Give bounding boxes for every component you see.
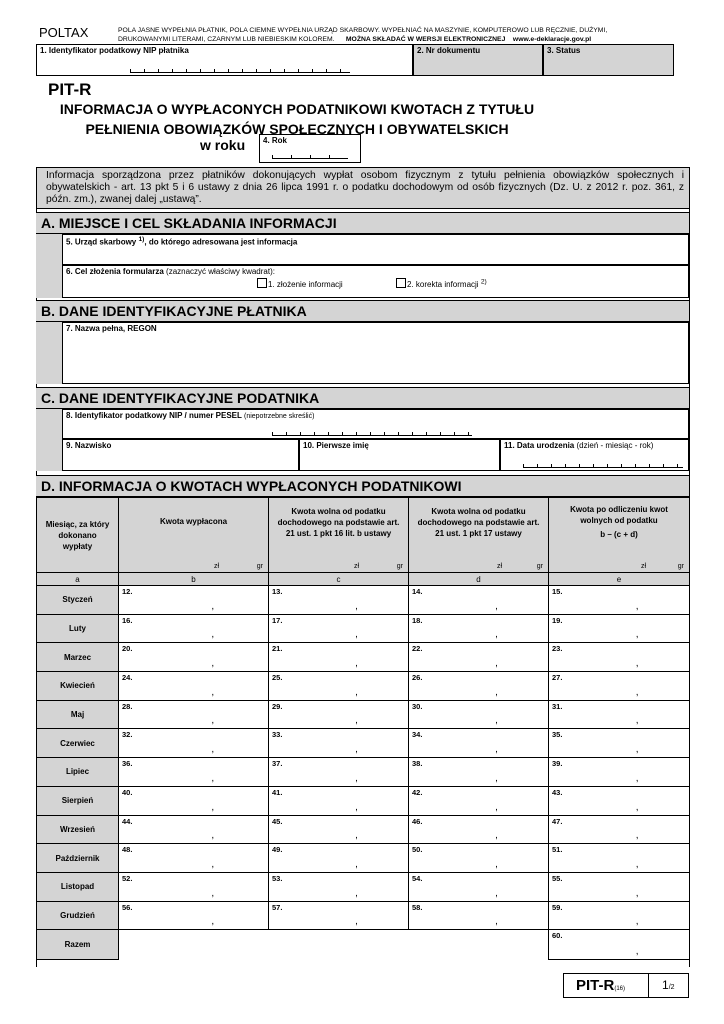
amount-cell[interactable]: 41. , [269,786,409,815]
amount-cell[interactable]: 31. , [549,700,690,729]
intro-text: Informacja sporządzona przez płatników dokonujących wypłat osobom fizycznym z tytułu pełnienia obowiązków społecznych i obywatelskich - art. 13 pkt 5 i 6 ustawy z dnia 26 lipca 1991 r. o podatku dochodowym od osób fizycznych (Dz. U. z 2012 r. poz. 361, z późn. zm.), zwanej dalej „ustawą”. [36,167,689,209]
amount-cell[interactable]: 21. , [269,643,409,672]
header-free16: Kwota wolna od podatku dochodowego na podstawie art. 21 ust. 1 pkt 16 lit. b ustawy zł gr [269,498,409,573]
amount-cell[interactable]: 33. , [269,729,409,758]
year-label: w roku [200,137,246,153]
amount-cell[interactable]: 45. , [269,815,409,844]
amount-cell[interactable]: 49. , [269,844,409,873]
table-row [37,672,690,701]
letter-b: b [119,573,269,586]
header-free17: Kwota wolna od podatku dochodowego na podstawie art. 21 ust. 1 pkt 17 ustawy zł gr [409,498,549,573]
amount-cell[interactable]: 30. , [409,700,549,729]
amount-cell[interactable]: 17. , [269,614,409,643]
table-row [37,643,690,672]
letter-d: d [409,573,549,586]
brand: POLTAX [39,25,89,40]
footer-code: PIT-R(16) [576,977,626,994]
table-row [37,872,690,901]
total-label: Razem [37,930,119,960]
total-cell[interactable]: 60. , [549,930,690,960]
amount-cell[interactable]: 12. , [119,586,269,615]
section-a-title: A. MIEJSCE I CEL SKŁADANIA INFORMACJI [36,212,689,234]
first-name-field[interactable]: 10. Pierwsze imię [299,439,500,471]
header-note: POLA JASNE WYPEŁNIA PŁATNIK, POLA CIEMNE WYPEŁNIA URZĄD SKARBOWY. WYPEŁNIAĆ NA MASZYNIE, KOMPUTEROWO LUB RĘCZNIE, DUŻYMI, DRUKOWANYMI LITERAMI, CZARNYM LUB NIEBIESKIM KOLOREM. MOŻNA SKŁADAĆ W WERSJI ELEKTRONICZNEJ www.e-deklaracje.gov.pl [118,27,608,43]
amount-cell[interactable]: 25. , [269,672,409,701]
amount-cell[interactable]: 37. , [269,758,409,787]
section-b-title: B. DANE IDENTYFIKACYJNE PŁATNIKA [36,300,689,322]
amount-cell[interactable]: 59. , [549,901,690,930]
amount-cell[interactable]: 20. , [119,643,269,672]
checkbox-2[interactable] [396,278,406,288]
amount-cell[interactable]: 32. , [119,729,269,758]
month-label: Listopad [37,872,119,901]
month-label: Wrzesień [37,815,119,844]
header-after: Kwota po odliczeniu kwot wolnych od podatku b – (c + d) zł gr [549,498,690,573]
amount-cell[interactable]: 52. , [119,872,269,901]
table-row [37,901,690,930]
amount-cell[interactable]: 51. , [549,844,690,873]
amount-cell[interactable]: 56. , [119,901,269,930]
footer-box [563,973,689,998]
table-row [37,729,690,758]
nip-payer-field[interactable]: 1. Identyfikator podatkowy NIP płatnika [36,44,413,76]
header-month: Miesiąc, za który dokonano wypłaty [37,498,119,573]
amount-cell[interactable]: 28. , [119,700,269,729]
section-c-title: C. DANE IDENTYFIKACYJNE PODATNIKA [36,387,689,409]
letter-c: c [269,573,409,586]
amount-cell[interactable]: 16. , [119,614,269,643]
status-field: 3. Status [543,44,674,76]
month-label: Październik [37,844,119,873]
document-number-field: 2. Nr dokumentu [413,44,543,76]
year-field[interactable]: 4. Rok [259,134,361,163]
month-label: Styczeń [37,586,119,615]
form-title: INFORMACJA O WYPŁACONYCH PODATNIKOWI KWOTACH Z TYTUŁU PEŁNIENIA OBOWIĄZKÓW SPOŁECZNYCH I OBYWATELSKICH [59,101,535,137]
purpose-field: 6. Cel złożenia formularza (zaznaczyć właściwy kwadrat): 1. złożenie informacji 2. korekta informacji $^{2)}$ [62,265,689,298]
table-row [37,586,690,615]
amount-cell[interactable]: 13. , [269,586,409,615]
amount-cell[interactable]: 43. , [549,786,690,815]
amounts-table [36,497,690,960]
month-label: Maj [37,700,119,729]
month-label: Czerwiec [37,729,119,758]
amount-cell[interactable]: 54. , [409,872,549,901]
month-label: Marzec [37,643,119,672]
amount-cell[interactable]: 55. , [549,872,690,901]
section-d-title: D. INFORMACJA O KWOTACH WYPŁACONYCH PODATNIKOWI [36,475,689,497]
checkbox-1[interactable] [257,278,267,288]
month-label: Grudzień [37,901,119,930]
amount-cell[interactable]: 39. , [549,758,690,787]
amount-cell[interactable]: 42. , [409,786,549,815]
option-correction[interactable]: 2. korekta informacji $^{2)}$ [396,278,487,289]
amount-cell[interactable]: 18. , [409,614,549,643]
header-paid: Kwota wypłacona zł gr [119,498,269,573]
amount-cell[interactable]: 24. , [119,672,269,701]
surname-field[interactable]: 9. Nazwisko [62,439,299,471]
table-row [37,700,690,729]
letter-a: a [37,573,119,586]
birth-date-field[interactable]: 11. Data urodzenia (dzień - miesiąc - rok) [500,439,689,471]
amount-cell[interactable]: 36. , [119,758,269,787]
option-submission[interactable]: 1. złożenie informacji [257,278,343,289]
amount-cell[interactable]: 14. , [409,586,549,615]
form-code: PIT-R [48,80,92,99]
amount-cell[interactable]: 53. , [269,872,409,901]
amount-cell[interactable]: 22. , [409,643,549,672]
letter-e: e [549,573,690,586]
amount-cell[interactable]: 35. , [549,729,690,758]
tax-office-field[interactable]: 5. Urząd skarbowy $^{1)}$, do którego adresowana jest informacja [62,234,689,265]
table-row [37,614,690,643]
taxpayer-id-field[interactable]: 8. Identyfikator podatkowy NIP / numer PESEL (niepotrzebne skreślić) [62,409,689,439]
month-label: Sierpień [37,786,119,815]
amount-cell[interactable]: 46. , [409,815,549,844]
amount-cell[interactable]: 50. , [409,844,549,873]
amount-cell[interactable]: 44. , [119,815,269,844]
page-number: 1/2 [662,978,675,992]
month-label: Kwiecień [37,672,119,701]
amount-cell[interactable]: 23. , [549,643,690,672]
amount-cell[interactable]: 38. , [409,758,549,787]
amount-cell[interactable]: 27. , [549,672,690,701]
amount-cell[interactable]: 58. , [409,901,549,930]
table-row [37,844,690,873]
amount-cell[interactable]: 15. , [549,586,690,615]
table-row [37,758,690,787]
amount-cell[interactable]: 26. , [409,672,549,701]
payer-name-field[interactable]: 7. Nazwa pełna, REGON [62,322,689,384]
month-label: Luty [37,614,119,643]
table-row [37,786,690,815]
amount-cell[interactable]: 57. , [269,901,409,930]
amount-cell[interactable]: 40. , [119,786,269,815]
month-label: Lipiec [37,758,119,787]
table-row [37,815,690,844]
amount-cell[interactable]: 48. , [119,844,269,873]
amount-cell[interactable]: 19. , [549,614,690,643]
amount-cell[interactable]: 34. , [409,729,549,758]
amount-cell[interactable]: 47. , [549,815,690,844]
amount-cell[interactable]: 29. , [269,700,409,729]
